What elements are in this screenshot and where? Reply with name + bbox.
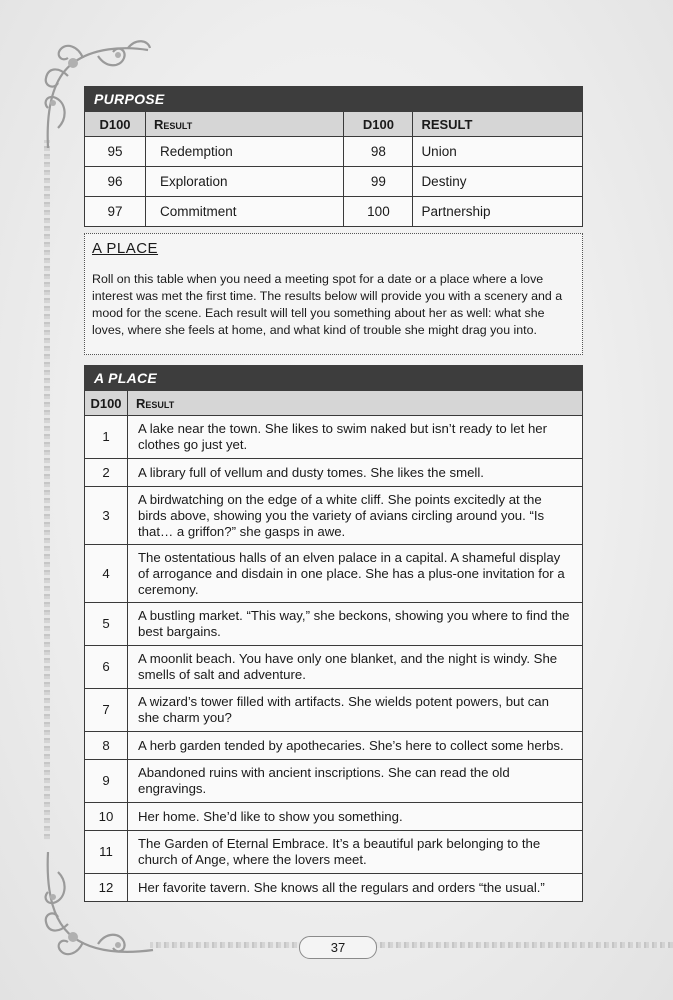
table-row (85, 137, 583, 167)
column-header-result: Result (128, 391, 583, 416)
table-row (85, 803, 583, 831)
section-heading: A PLACE (92, 240, 159, 257)
table-title-row (85, 87, 583, 112)
roll-number: 4 (85, 545, 128, 603)
result-text: Exploration (146, 167, 344, 197)
roll-number: 7 (85, 689, 128, 732)
table-row (85, 760, 583, 803)
a-place-description-box (84, 233, 583, 355)
roll-number: 98 (344, 137, 413, 167)
result-text: Commitment (146, 197, 344, 227)
page-number: 37 (299, 936, 377, 959)
purpose-table-title: PURPOSE (85, 87, 583, 112)
result-text: Redemption (146, 137, 344, 167)
column-header-d100: D100 (85, 112, 146, 137)
table-row (85, 603, 583, 646)
result-text: A bustling market. “This way,” she beckons, showing you where to find the best bargains. (128, 603, 583, 646)
section-body-text: Roll on this table when you need a meeting spot for a date or a place where a love interest was met the first time. The results below will provide you with a scenery and a mood for the scene. Each result will tell you something about her as well: what she loves, where she feels at home, and what kind of trouble she might drag you into. (92, 272, 563, 337)
result-text: A wizard’s tower filled with artifacts. She wields potent powers, but can she charm you? (128, 689, 583, 732)
table-row (85, 689, 583, 732)
result-text: Destiny (413, 167, 583, 197)
roll-number: 9 (85, 760, 128, 803)
roll-number: 5 (85, 603, 128, 646)
roll-number: 2 (85, 459, 128, 487)
roll-number: 97 (85, 197, 146, 227)
column-header-d100: D100 (344, 112, 413, 137)
roll-number: 8 (85, 732, 128, 760)
a-place-table (84, 365, 583, 902)
purpose-table (84, 86, 583, 227)
roll-number: 11 (85, 831, 128, 874)
roll-number: 3 (85, 487, 128, 545)
table-row (85, 197, 583, 227)
left-border-ornament (44, 140, 50, 840)
result-text: The ostentatious halls of an elven palace in a capital. A shameful display of arrogance and disdain in one place. She has a plus-one invitation for a ceremony. (128, 545, 583, 603)
a-place-table-title: A PLACE (85, 366, 583, 391)
roll-number: 100 (344, 197, 413, 227)
result-text: Union (413, 137, 583, 167)
result-text: A birdwatching on the edge of a white cliff. She points excitedly at the birds above, showing you the variety of avians circling around you. “Is that… a griffon?” she gasps in awe. (128, 487, 583, 545)
table-row (85, 831, 583, 874)
bottom-border-ornament (150, 942, 673, 948)
table-row (85, 416, 583, 459)
column-header-result: Result (146, 112, 344, 137)
roll-number: 10 (85, 803, 128, 831)
table-row (85, 545, 583, 603)
result-text: Her home. She’d like to show you something. (128, 803, 583, 831)
result-text: The Garden of Eternal Embrace. It’s a beautiful park belonging to the church of Ange, where the lovers meet. (128, 831, 583, 874)
result-text: Her favorite tavern. She knows all the regulars and orders “the usual.” (128, 874, 583, 902)
column-header-result: RESULT (413, 112, 583, 137)
roll-number: 95 (85, 137, 146, 167)
column-header-d100: D100 (85, 391, 128, 416)
table-row (85, 487, 583, 545)
result-text: Abandoned ruins with ancient inscriptions. She can read the old engravings. (128, 760, 583, 803)
table-title-row (85, 366, 583, 391)
result-text: A herb garden tended by apothecaries. She’s here to collect some herbs. (128, 732, 583, 760)
table-row (85, 646, 583, 689)
result-text: A library full of vellum and dusty tomes. She likes the smell. (128, 459, 583, 487)
roll-number: 12 (85, 874, 128, 902)
result-text: Partnership (413, 197, 583, 227)
table-row (85, 874, 583, 902)
table-row (85, 732, 583, 760)
result-text: A moonlit beach. You have only one blanket, and the night is windy. She smells of salt and adventure. (128, 646, 583, 689)
table-header-row (85, 112, 583, 137)
table-row (85, 459, 583, 487)
roll-number: 99 (344, 167, 413, 197)
table-header-row (85, 391, 583, 416)
roll-number: 1 (85, 416, 128, 459)
table-row (85, 167, 583, 197)
roll-number: 96 (85, 167, 146, 197)
result-text: A lake near the town. She likes to swim naked but isn’t ready to let her clothes go just yet. (128, 416, 583, 459)
roll-number: 6 (85, 646, 128, 689)
